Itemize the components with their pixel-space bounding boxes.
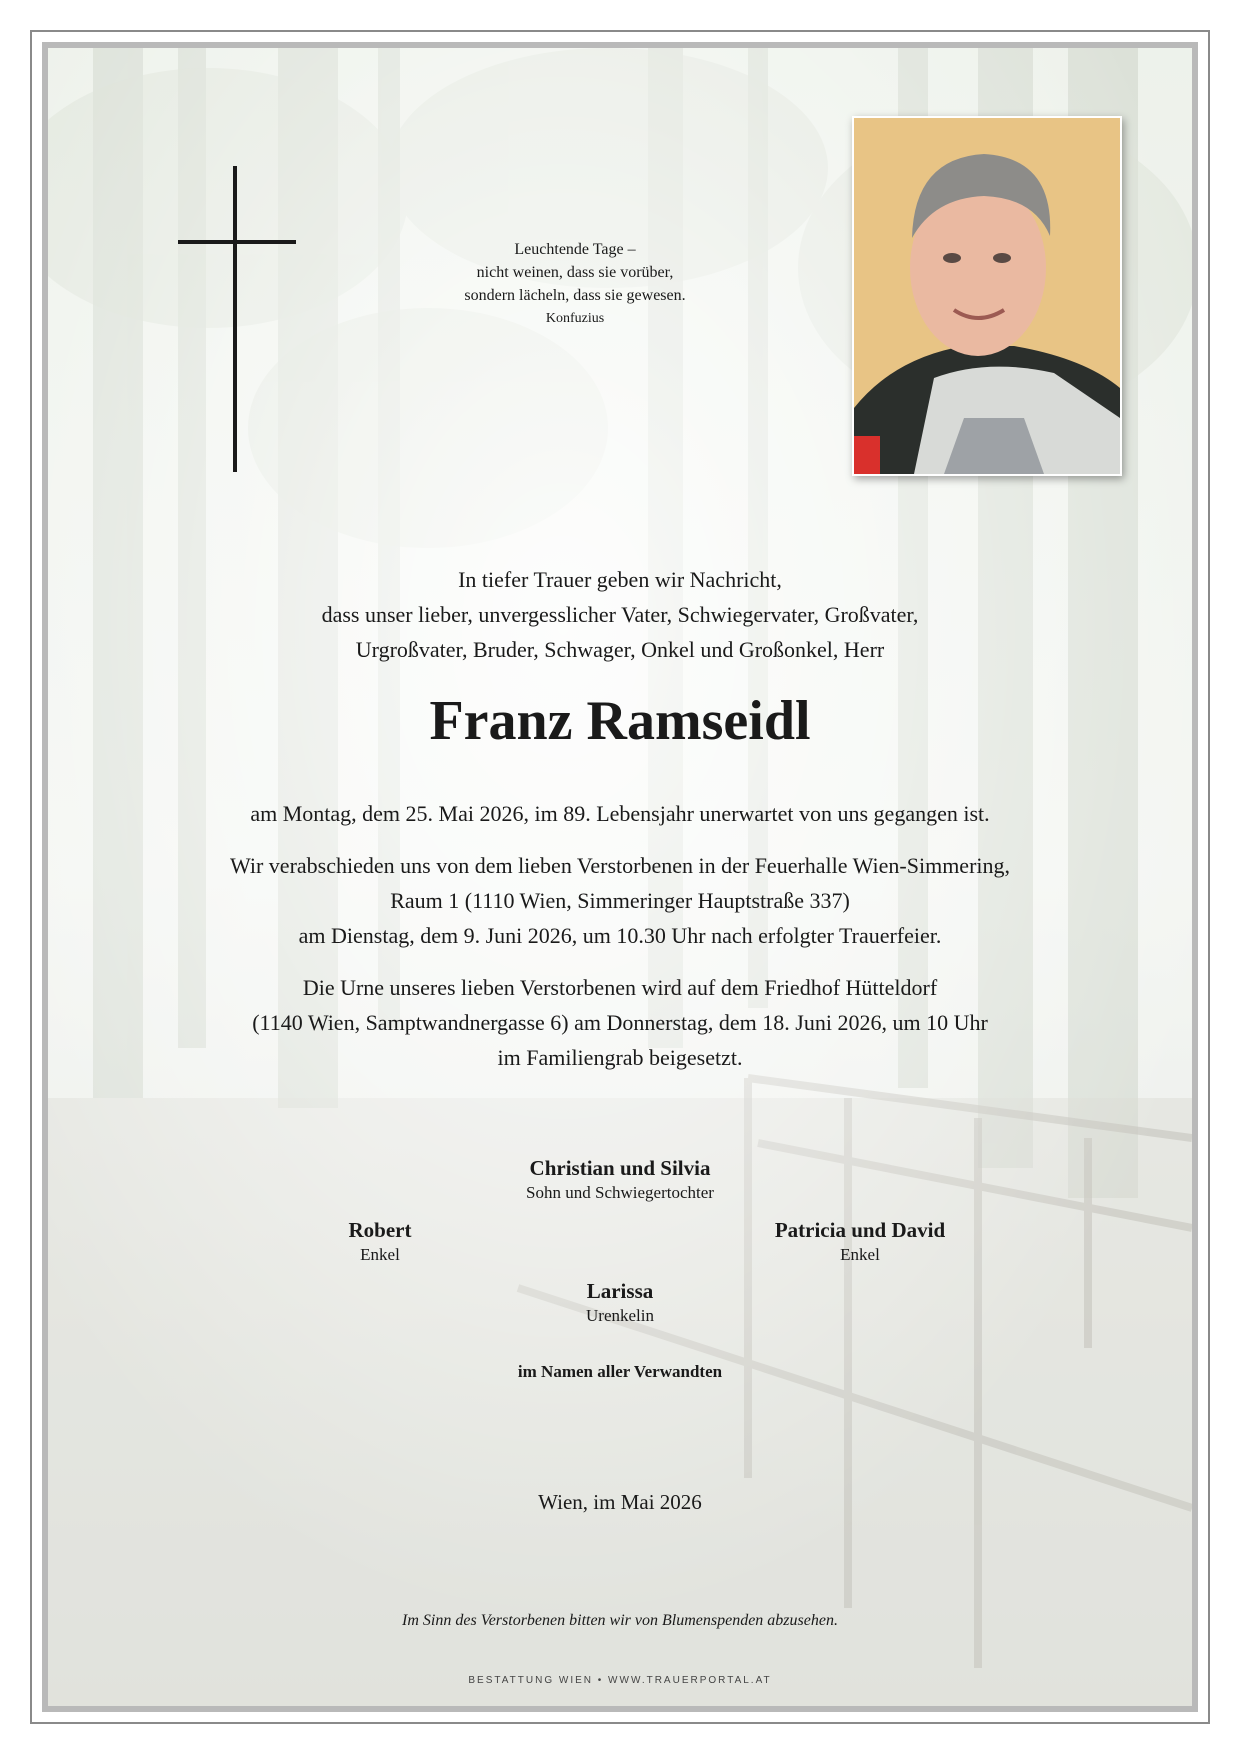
quote-author: Konfuzius <box>545 311 605 326</box>
mourners-all: im Namen aller Verwandten <box>517 1362 723 1381</box>
mourner-relation: Urenkelin <box>586 1306 654 1325</box>
urn-line: Die Urne unseres lieben Verstorbenen wird auf dem Friedhof Hütteldorf <box>302 975 938 1000</box>
urn-text <box>120 970 1120 1075</box>
quote-line: Leuchtende Tage – <box>514 241 636 258</box>
portrait-photo <box>852 116 1122 476</box>
urn-line: im Familiengrab beigesetzt. <box>497 1045 743 1070</box>
intro-line: In tiefer Trauer geben wir Nachricht, <box>458 567 782 592</box>
farewell-line: am Dienstag, dem 9. Juni 2026, um 10.30 Uhr nach erfolgter Trauerfeier. <box>298 923 942 948</box>
mourner-right <box>710 1216 1010 1266</box>
mourner-name: Larissa <box>586 1279 654 1303</box>
place-date: Wien, im Mai 2026 <box>538 1490 702 1514</box>
mourner-relation: Enkel <box>840 1245 880 1264</box>
urn-line: (1140 Wien, Samptwandnergasse 6) am Donnerstag, dem 18. Juni 2026, um 10 Uhr <box>252 1010 988 1035</box>
cross-icon <box>178 166 296 472</box>
mourner-relation: Sohn und Schwiegertochter <box>526 1183 714 1202</box>
intro-line: Urgroßvater, Bruder, Schwager, Onkel und Großonkel, Herr <box>355 637 885 662</box>
flower-note: Im Sinn des Verstorbenen bitten wir von Blumenspenden abzusehen. <box>402 1612 838 1629</box>
mourner-bottom <box>470 1277 770 1327</box>
intro-line: dass unser lieber, unvergesslicher Vater, Schwiegervater, Großvater, <box>321 602 919 627</box>
farewell-text <box>120 848 1120 953</box>
mourner-name: Christian und Silvia <box>529 1156 711 1180</box>
farewell-line: Raum 1 (1110 Wien, Simmeringer Hauptstraße 337) <box>390 888 850 913</box>
quote <box>410 238 740 330</box>
mourner-center <box>420 1154 820 1204</box>
mourner-name: Robert <box>348 1218 412 1242</box>
mourner-relation: Enkel <box>360 1245 400 1264</box>
death-line: am Montag, dem 25. Mai 2026, im 89. Lebensjahr unerwartet von uns gegangen ist. <box>250 801 990 826</box>
farewell-line: Wir verabschieden uns von dem lieben Verstorbenen in der Feuerhalle Wien-Simmering, <box>229 853 1011 878</box>
deceased-name: Franz Ramseidl <box>429 690 811 752</box>
quote-line: nicht weinen, dass sie vorüber, <box>476 264 674 281</box>
quote-line: sondern lächeln, dass sie gewesen. <box>464 287 686 304</box>
mourner-left <box>240 1216 520 1266</box>
mourner-name: Patricia und David <box>774 1218 946 1242</box>
footer-credit: BESTATTUNG WIEN • WWW.TRAUERPORTAL.AT <box>468 1675 772 1686</box>
intro-text <box>120 562 1120 667</box>
